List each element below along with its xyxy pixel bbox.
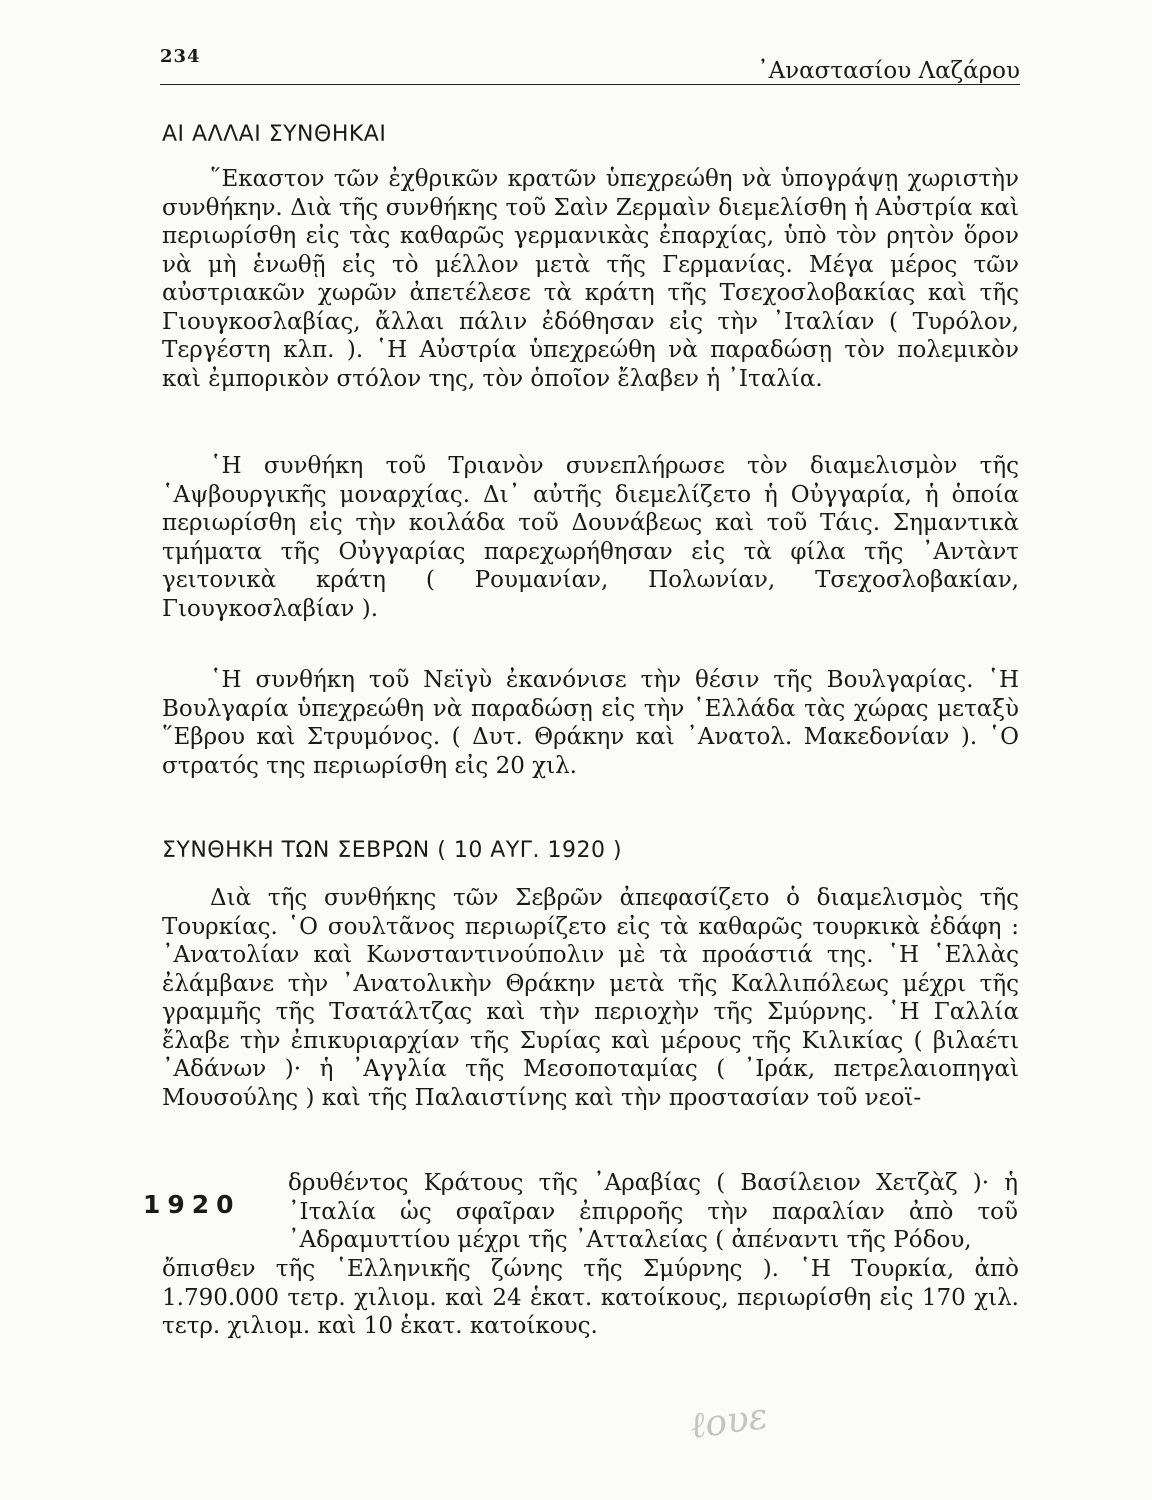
page-header (160, 40, 1020, 86)
page-number: 234 (160, 46, 201, 67)
running-head-author: ᾿Αναστασίου Λαζάρου (757, 58, 1020, 84)
paragraph-neuilly: ῾Η συνθήκη τοῦ Νεϊγὺ ἐκανόνισε τὴν θέσιν τῆς Βουλγαρίας. ῾Η Βουλγαρία ὑπεχρεώθη νὰ παραδώσῃ εἰς τὴν ῾Ελλάδα τὰς χώρας μεταξὺ ῞Εβρου καὶ Στρυμόνος. ( Δυτ. Θράκην καὶ ᾿Ανατολ. Μακεδονίαν ). ῾Ο στρατός της περιωρίσθη εἰς 20 χιλ. (162, 667, 1019, 779)
paragraph-trianon: ῾Η συνθήκη τοῦ Τριανὸν συνεπλήρωσε τὸν διαμελισμὸν τῆς ῾Αψβουργικῆς μοναρχίας. Δι᾿ αὐτῆς διεμελίζετο ἡ Οὐγγαρία, ἡ ὁποία περιωρίσθη εἰς τὴν κοιλάδα τοῦ Δουνάβεως καὶ τοῦ Τάις. Σημαντικὰ τμήματα τῆς Οὐγγαρίας παρεχωρήθησαν εἰς τὰ φίλα τῆς ᾿Αντὰντ γειτονικὰ κράτη ( Ρουμανίαν, Πολωνίαν, Τσεχοσλοβακίαν, Γιουγκοσλαβίαν ). (162, 453, 1019, 622)
section-heading-other-treaties: ΑΙ ΑΛΛΑΙ ΣΥΝΘΗΚΑΙ (162, 122, 387, 147)
margin-year-label: 1920 (143, 1190, 241, 1219)
paragraph-saint-germain: ῞Εκαστον τῶν ἐχθρικῶν κρατῶν ὑπεχρεώθη νὰ ὑπογράψῃ χωριστὴν συνθήκην. Διὰ τῆς συνθήκης τοῦ Σαὶν Ζερμαὶν διεμελίσθη ἡ Αὐστρία καὶ περιωρίσθη εἰς τὰς καθαρῶς γερμανικὰς ἐπαρχίας, ὑπὸ τὸν ρητὸν ὅρον νὰ μὴ ἑνωθῇ εἰς τὸ μέλλον μετὰ τῆς Γερμανίας. Μέγα μέρος τῶν αὐστριακῶν χωρῶν ἀπετέλεσε τὰ κράτη τῆς Τσεχοσλοβακίας καὶ τῆς Γιουγκοσλαβίας, ἄλλαι πάλιν ἐδόθησαν εἰς τὴν ᾿Ιταλίαν ( Τυρόλον, Τεργέστη κλπ. ). ῾Η Αὐστρία ὑπεχρεώθη νὰ παραδώσῃ τὸν πολεμικὸν καὶ ἐμπορικὸν στόλον της, τὸν ὁποῖον ἔλαβεν ἡ ᾿Ιταλία. (162, 166, 1019, 392)
bleed-through-scribble: ℓουε (687, 1395, 771, 1448)
section-heading-sevres: ΣΥΝΘΗΚΗ ΤΩΝ ΣΕΒΡΩΝ ( 10 ΑΥΓ. 1920 ) (162, 838, 623, 863)
header-rule (160, 84, 1020, 85)
paragraph-sevres-margin: δρυθέντος Κράτους τῆς ᾿Αραβίας ( Βασίλειον Χετζὰζ )· ἡ ᾿Ιταλία ὡς σφαῖραν ἐπιρροῆς τὴν παραλίαν ἀπὸ τοῦ ᾿Αδραμυττίου μέχρι τῆς ᾿Ατταλείας ( ἀπέναντι τῆς Ρόδου, (288, 1170, 1018, 1253)
paragraph-sevres-tail: ὄπισθεν τῆς ῾Ελληνικῆς ζώνης τῆς Σμύρνης ). ῾Η Τουρκία, ἀπὸ 1.790.000 τετρ. χιλιομ. καὶ 24 ἑκατ. κατοίκους, περιωρίσθη εἰς 170 χιλ. τετρ. χιλιομ. καὶ 10 ἑκατ. κατοίκους. (162, 1256, 1019, 1339)
paragraph-sevres: Διὰ τῆς συνθήκης τῶν Σεβρῶν ἀπεφασίζετο ὁ διαμελισμὸς τῆς Τουρκίας. ῾Ο σουλτᾶνος περιωρίζετο εἰς τὰ καθαρῶς τουρκικὰ ἐδάφη : ᾿Ανατολίαν καὶ Κωνσταντινούπολιν μὲ τὰ προάστιά της. ῾Η ῾Ελλὰς ἐλάμβανε τὴν ᾿Ανατολικὴν Θράκην μετὰ τῆς Καλλιπόλεως μέχρι τῆς γραμμῆς τῆς Τσατάλτζας καὶ τὴν περιοχὴν τῆς Σμύρνης. ῾Η Γαλλία ἔλαβε τὴν ἐπικυριαρχίαν τῆς Συρίας καὶ μέρους τῆς Κιλικίας ( βιλαέτι ᾿Αδάνων )· ἡ ᾿Αγγλία τῆς Μεσοποταμίας ( ᾿Ιράκ, πετρελαιοπηγαὶ Μουσούλης ) καὶ τῆς Παλαιστίνης καὶ τὴν προστασίαν τοῦ νεοϊ- (162, 885, 1019, 1111)
